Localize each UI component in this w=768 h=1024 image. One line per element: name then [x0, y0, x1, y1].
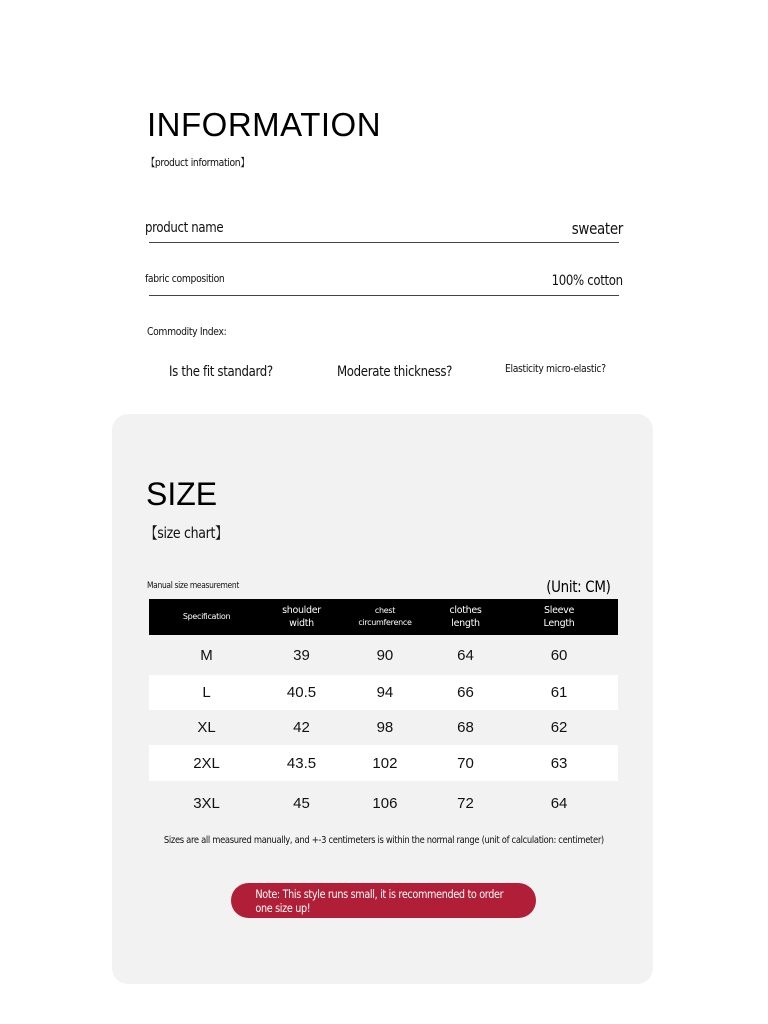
cell-chest: 102: [372, 754, 398, 772]
cell-chest: 90: [376, 646, 394, 664]
table-row: [149, 710, 618, 745]
cell-sleeve: 64: [550, 794, 568, 812]
index-item-elasticity: Elasticity micro-elastic?: [505, 362, 606, 375]
fabric-composition-label: fabric composition: [145, 272, 225, 285]
cell-sleeve: 60: [550, 646, 568, 664]
cell-size: 2XL: [193, 754, 220, 772]
cell-size: M: [200, 646, 213, 664]
cell-shoulder: 43.5: [286, 754, 317, 772]
cell-sleeve: 62: [550, 719, 568, 736]
product-name-label: product name: [145, 220, 224, 236]
cell-length: 68: [457, 719, 474, 736]
size-table: [149, 599, 618, 825]
fabric-composition-value: 100% cotton: [551, 273, 623, 289]
cell-length: 70: [457, 754, 474, 772]
size-title: SIZE: [146, 476, 218, 512]
header-shoulder-width: shoulder width: [282, 605, 321, 629]
table-row: [149, 675, 618, 710]
cell-shoulder: 40.5: [286, 684, 317, 701]
table-header: [149, 599, 618, 635]
header-specification: Specification: [182, 612, 231, 621]
cell-chest: 94: [376, 684, 394, 701]
cell-length: 72: [457, 794, 474, 812]
cell-length: 64: [457, 646, 474, 664]
size-note-banner: Note: This style runs small, it is recommended to order one size up!: [231, 883, 536, 918]
information-subtitle: 【product information】: [146, 156, 250, 169]
cell-size: L: [202, 684, 211, 701]
cell-chest: 106: [372, 794, 398, 812]
header-clothes-length: clothes length: [449, 605, 482, 629]
cell-shoulder: 45: [293, 794, 310, 812]
cell-shoulder: 42: [293, 719, 310, 736]
manual-measurement-label: Manual size measurement: [147, 581, 239, 591]
header-sleeve-length: Sleeve Length: [543, 605, 575, 629]
information-title: INFORMATION: [147, 106, 382, 143]
table-row: [149, 781, 618, 825]
commodity-index-label: Commodity Index:: [147, 325, 227, 338]
cell-size: 3XL: [193, 794, 220, 812]
size-subtitle: 【size chart】: [145, 524, 228, 542]
divider: [149, 295, 619, 296]
index-item-fit: Is the fit standard?: [169, 364, 273, 380]
cell-shoulder: 39: [293, 646, 310, 664]
cell-sleeve: 63: [550, 754, 568, 772]
cell-sleeve: 61: [550, 684, 568, 701]
table-row: [149, 635, 618, 675]
table-row: [149, 745, 618, 781]
header-chest-circumference: chest circumference: [358, 606, 412, 627]
cell-chest: 98: [376, 719, 394, 736]
divider: [149, 242, 619, 243]
index-item-thickness: Moderate thickness?: [337, 364, 453, 380]
cell-length: 66: [457, 684, 474, 701]
unit-label: (Unit: CM): [546, 577, 611, 596]
product-name-value: sweater: [571, 219, 623, 238]
measurement-footnote: Sizes are all measured manually, and +-3 centimeters is within the normal range (unit of calculation: centimeter): [164, 835, 604, 846]
cell-size: XL: [197, 719, 216, 736]
